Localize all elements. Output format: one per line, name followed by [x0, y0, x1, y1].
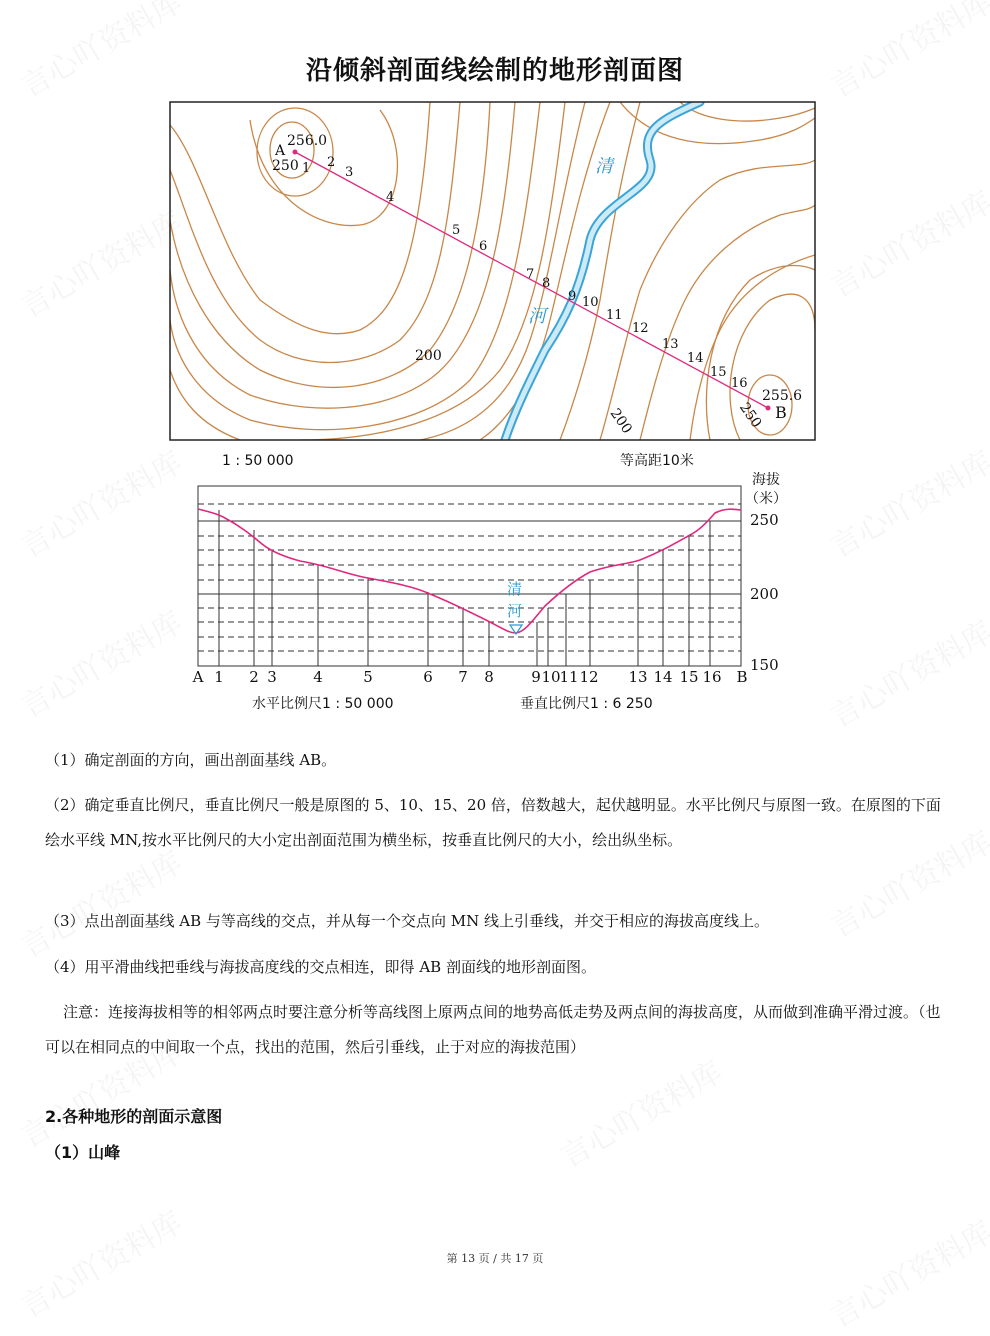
contour-label: 200 [415, 348, 442, 364]
x-tick-label: 8 [484, 668, 494, 686]
step-3-text: （3）点出剖面基线 AB 与等高线的交点，并从每一个交点向 MN 线上引垂线，并交于相应的海拔高度线上。 [45, 912, 769, 930]
x-tick-label: 1 [214, 668, 224, 686]
intersection-number: 1 [302, 161, 311, 176]
x-tick-label: 5 [363, 668, 373, 686]
point-b-marker [766, 406, 771, 411]
x-tick-label: 6 [423, 668, 433, 686]
step-4-text: （4）用平滑曲线把垂线与海拔高度线的交点相连，即得 AB 剖面线的地形剖面图。 [45, 958, 596, 976]
intersection-number: 10 [582, 295, 599, 310]
contour-label: 250 [735, 399, 765, 432]
section-heading: 2.各种地形的剖面示意图 [45, 1107, 223, 1126]
river-label-profile: 河 [507, 602, 523, 620]
map-point-b: B [775, 403, 787, 422]
map-peak-b: 255.6 [762, 388, 803, 404]
x-tick-label: 7 [458, 668, 468, 686]
x-tick-label: 13 [628, 668, 648, 686]
profile-grid [198, 486, 741, 666]
page-title: 沿倾斜剖面线绘制的地形剖面图 [305, 56, 684, 86]
y-axis-title: （米） [745, 491, 787, 507]
step-1-text: （1）确定剖面的方向，画出剖面基线 AB。 [45, 751, 337, 769]
x-tick-label: 2 [249, 668, 259, 686]
contour-lines [170, 102, 815, 440]
intersection-number: 6 [479, 239, 488, 254]
x-tick-label: 16 [702, 668, 722, 686]
x-tick-label: 15 [679, 668, 699, 686]
watermark [821, 1208, 990, 1336]
y-tick-label: 150 [750, 656, 779, 674]
x-tick-label: 14 [653, 668, 673, 686]
profile-curve [198, 509, 741, 633]
intersection-number: 5 [452, 223, 461, 238]
intersection-number: 15 [710, 365, 727, 380]
intersection-number: 4 [386, 190, 395, 205]
x-tick-label: A [192, 668, 204, 686]
note-text: 注意：连接海拔相等的相邻两点时要注意分析等高线图上原两点间的地势高低走势及两点间的海拔高度，从而做到准确平滑过渡。（也可以在相同点的中间取一个点，找出的范围，然后引垂线，止于对应的海拔范围） [45, 1003, 941, 1056]
x-tick-label: 3 [267, 668, 277, 686]
intersection-number: 9 [568, 289, 577, 304]
x-tick-label: 4 [313, 668, 323, 686]
intersection-number: 16 [731, 376, 748, 391]
river-label-profile: 清 [507, 580, 523, 598]
page-footer: 第 13 页 / 共 17 页 [446, 1252, 544, 1265]
intersection-number: 13 [662, 337, 679, 352]
intersection-number: 3 [345, 165, 354, 180]
intersection-number: 2 [327, 155, 336, 170]
map-scale: 1 : 50 000 [222, 453, 294, 469]
intersection-number: 14 [687, 351, 704, 366]
x-tick-label: 10 [541, 668, 561, 686]
y-tick-label: 200 [750, 585, 779, 603]
river-label-map: 清 [595, 156, 613, 177]
sub-heading: （1）山峰 [45, 1143, 121, 1162]
map-frame [170, 102, 815, 440]
contour-interval: 等高距10米 [620, 453, 694, 469]
intersection-number: 12 [632, 321, 649, 336]
intersection-number: 7 [526, 267, 535, 282]
point-a-marker [293, 150, 298, 155]
x-tick-label: 12 [579, 668, 599, 686]
x-tick-label: 11 [559, 668, 579, 686]
intersection-number: 11 [606, 308, 623, 323]
map-peak-a: 256.0 [287, 133, 328, 149]
contour-label: 200 [606, 405, 636, 437]
horizontal-scale: 水平比例尺1 : 50 000 [252, 696, 394, 712]
x-tick-label: B [736, 668, 748, 686]
step-2-text: （2）确定垂直比例尺，垂直比例尺一般是原图的 5、10、15、20 倍，倍数越大，起伏越明显。水平比例尺与原图一致。在原图的下面绘水平线 MN,按水平比例尺的大小定出剖面范围为横坐标，按垂直比例尺的大小，绘出纵坐标。 [45, 796, 941, 849]
x-tick-label: 9 [531, 668, 541, 686]
river-label-map: 河 [528, 306, 546, 327]
map-point-a: A [275, 143, 286, 159]
intersection-number: 8 [542, 276, 551, 291]
y-axis-title: 海拔 [752, 472, 780, 488]
contour-label: 250 [272, 158, 299, 174]
y-tick-label: 250 [750, 511, 779, 529]
vertical-scale: 垂直比例尺1 : 6 250 [520, 696, 653, 712]
watermark [551, 1048, 729, 1176]
